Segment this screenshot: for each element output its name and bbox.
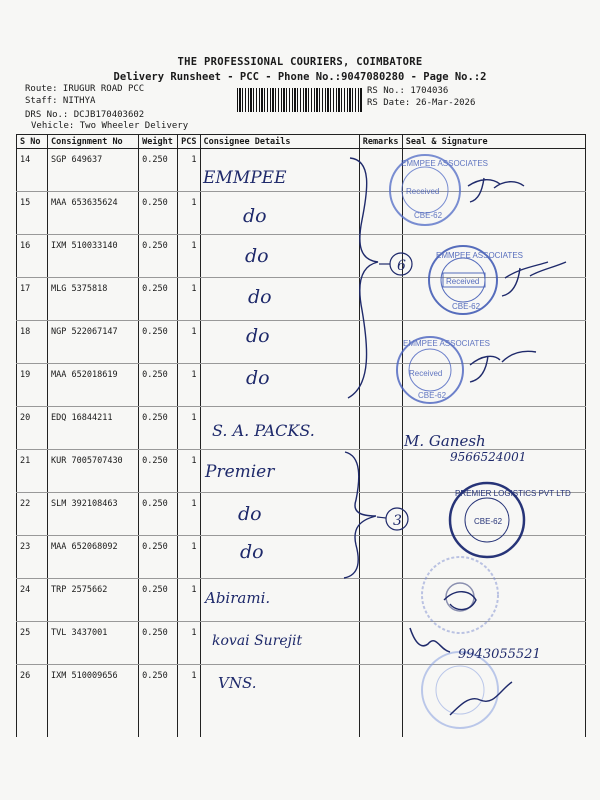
cell-pcs: 1 xyxy=(178,364,200,407)
signature-26 xyxy=(450,682,512,715)
col-header-consignment: Consignment No xyxy=(48,135,139,149)
col-header-consignee: Consignee Details xyxy=(200,135,359,149)
company-title: THE PROFESSIONAL COURIERS, COIMBATORE xyxy=(177,56,423,68)
arrow-line-2 xyxy=(377,517,386,518)
signature-20-name: M. Ganesh xyxy=(404,432,486,450)
stamp-city-text: CBE-62 xyxy=(414,211,443,220)
cell-pcs: 1 xyxy=(178,407,200,450)
cell-sno: 21 xyxy=(17,450,48,493)
cell-weight: 0.250 xyxy=(139,235,178,278)
cell-weight: 0.250 xyxy=(139,364,178,407)
cell-weight: 0.250 xyxy=(139,407,178,450)
cell-pcs: 1 xyxy=(178,235,200,278)
signature-17 xyxy=(502,262,566,296)
cell-pcs: 1 xyxy=(178,149,200,192)
company-stamp-2 xyxy=(429,246,523,314)
cell-weight: 0.250 xyxy=(139,192,178,235)
signature-25 xyxy=(410,628,450,652)
cell-pcs: 1 xyxy=(178,665,200,738)
stamp-received-text: Received xyxy=(446,277,480,286)
cell-weight: 0.250 xyxy=(139,278,178,321)
cell-sno: 20 xyxy=(17,407,48,450)
stamp-city-text: CBE-62 xyxy=(418,391,447,400)
count-label-1: 6 xyxy=(397,258,406,274)
stamp-city-text: CBE-62 xyxy=(452,302,481,311)
cell-consignment: MLG 5375818 xyxy=(48,278,139,321)
cell-consignment: NGP 522067147 xyxy=(48,321,139,364)
cell-weight: 0.250 xyxy=(139,321,178,364)
cell-consignment: SGP 649637 xyxy=(48,149,139,192)
handwritten-consignee-18: do xyxy=(246,325,270,347)
remarks-brace-2 xyxy=(344,452,376,578)
cell-sno: 17 xyxy=(17,278,48,321)
cell-consignment: KUR 7005707430 xyxy=(48,450,139,493)
stamp-received-text: Received xyxy=(406,187,440,196)
handwritten-consignee-22: do xyxy=(238,503,262,525)
stamp-company-text: EMMPEE ASSOCIATES xyxy=(436,251,523,260)
runsheet-subtitle: Delivery Runsheet - PCC - Phone No.:9047080280 - Page No.:2 xyxy=(113,71,487,83)
handwritten-consignee-24: Abirami. xyxy=(205,589,271,607)
cell-weight: 0.250 xyxy=(139,450,178,493)
signature-24 xyxy=(444,592,476,610)
cell-consignment: TVL 3437001 xyxy=(48,622,139,665)
cell-weight: 0.250 xyxy=(139,149,178,192)
route-label: Route: IRUGUR ROAD PCC xyxy=(25,84,145,94)
company-stamp-1 xyxy=(390,155,488,225)
signature-19 xyxy=(470,351,536,382)
cell-consignment: SLM 392108463 xyxy=(48,493,139,536)
company-stamp-3 xyxy=(397,337,490,403)
handwritten-consignee-21: Premier xyxy=(205,462,275,482)
stamp-premier-city: CBE-62 xyxy=(474,517,503,526)
cell-consignment: IXM 510033140 xyxy=(48,235,139,278)
cell-sno: 25 xyxy=(17,622,48,665)
rs-date: RS Date: 26-Mar-2026 xyxy=(367,98,476,108)
rs-number: RS No.: 1704036 xyxy=(367,86,449,96)
cell-consignment: IXM 510009656 xyxy=(48,665,139,738)
cell-sno: 19 xyxy=(17,364,48,407)
staff-label: Staff: NITHYA xyxy=(25,96,96,106)
cell-pcs: 1 xyxy=(178,278,200,321)
handwritten-consignee-23: do xyxy=(240,541,264,563)
signature-20-phone: 9566524001 xyxy=(450,450,527,464)
cell-consignment: EDQ 16844211 xyxy=(48,407,139,450)
handwritten-consignee-25: kovai Surejit xyxy=(212,633,303,649)
cell-sno: 18 xyxy=(17,321,48,364)
remarks-brace-1 xyxy=(348,158,378,398)
cell-pcs: 1 xyxy=(178,321,200,364)
col-header-sno: S No xyxy=(17,135,48,149)
col-header-seal: Seal & Signature xyxy=(402,135,585,149)
cell-weight: 0.250 xyxy=(139,493,178,536)
cell-consignment: MAA 653635624 xyxy=(48,192,139,235)
handwritten-consignee-15: do xyxy=(243,205,267,227)
count-label-2: 3 xyxy=(393,513,402,529)
cell-weight: 0.250 xyxy=(139,536,178,579)
handwritten-consignee-20: S. A. PACKS. xyxy=(212,421,315,440)
company-stamp-premier xyxy=(450,483,571,557)
cell-pcs: 1 xyxy=(178,450,200,493)
stamp-company-text: EMMPEE ASSOCIATES xyxy=(401,159,488,168)
col-header-pcs: PCS xyxy=(178,135,200,149)
handwritten-consignee-17: do xyxy=(248,286,272,308)
cell-pcs: 1 xyxy=(178,192,200,235)
stamp-company-text: EMMPEE ASSOCIATES xyxy=(403,339,490,348)
handwritten-consignee-16: do xyxy=(245,245,269,267)
cell-consignment: MAA 652018619 xyxy=(48,364,139,407)
stamp-premier-text: PREMIER LOGISTICS PVT LTD xyxy=(455,489,571,498)
cell-sno: 23 xyxy=(17,536,48,579)
col-header-remarks: Remarks xyxy=(359,135,402,149)
handwritten-consignee-26: VNS. xyxy=(218,674,257,692)
vehicle-label: Vehicle: Two Wheeler Delivery xyxy=(31,121,189,131)
stamp-received-text: Received xyxy=(409,369,443,378)
signature-25-phone: 9943055521 xyxy=(458,647,541,662)
cell-pcs: 1 xyxy=(178,622,200,665)
company-stamp-faded-1 xyxy=(422,557,498,633)
drs-number: DRS No.: DCJB170403602 xyxy=(25,110,145,120)
cell-pcs: 1 xyxy=(178,579,200,622)
cell-sno: 14 xyxy=(17,149,48,192)
handwritten-consignee-19: do xyxy=(246,367,270,389)
col-header-weight: Weight xyxy=(139,135,178,149)
cell-weight: 0.250 xyxy=(139,579,178,622)
cell-sno: 16 xyxy=(17,235,48,278)
cell-sno: 24 xyxy=(17,579,48,622)
cell-sno: 22 xyxy=(17,493,48,536)
cell-consignment: MAA 652068092 xyxy=(48,536,139,579)
cell-sno: 15 xyxy=(17,192,48,235)
handwritten-consignee-14: EMMPEE xyxy=(203,168,287,188)
company-stamp-faded-2 xyxy=(422,652,498,728)
cell-pcs: 1 xyxy=(178,493,200,536)
cell-pcs: 1 xyxy=(178,536,200,579)
cell-weight: 0.250 xyxy=(139,622,178,665)
cell-weight: 0.250 xyxy=(139,665,178,738)
cell-consignment: TRP 2575662 xyxy=(48,579,139,622)
signature-14 xyxy=(468,178,524,202)
cell-sno: 26 xyxy=(17,665,48,738)
